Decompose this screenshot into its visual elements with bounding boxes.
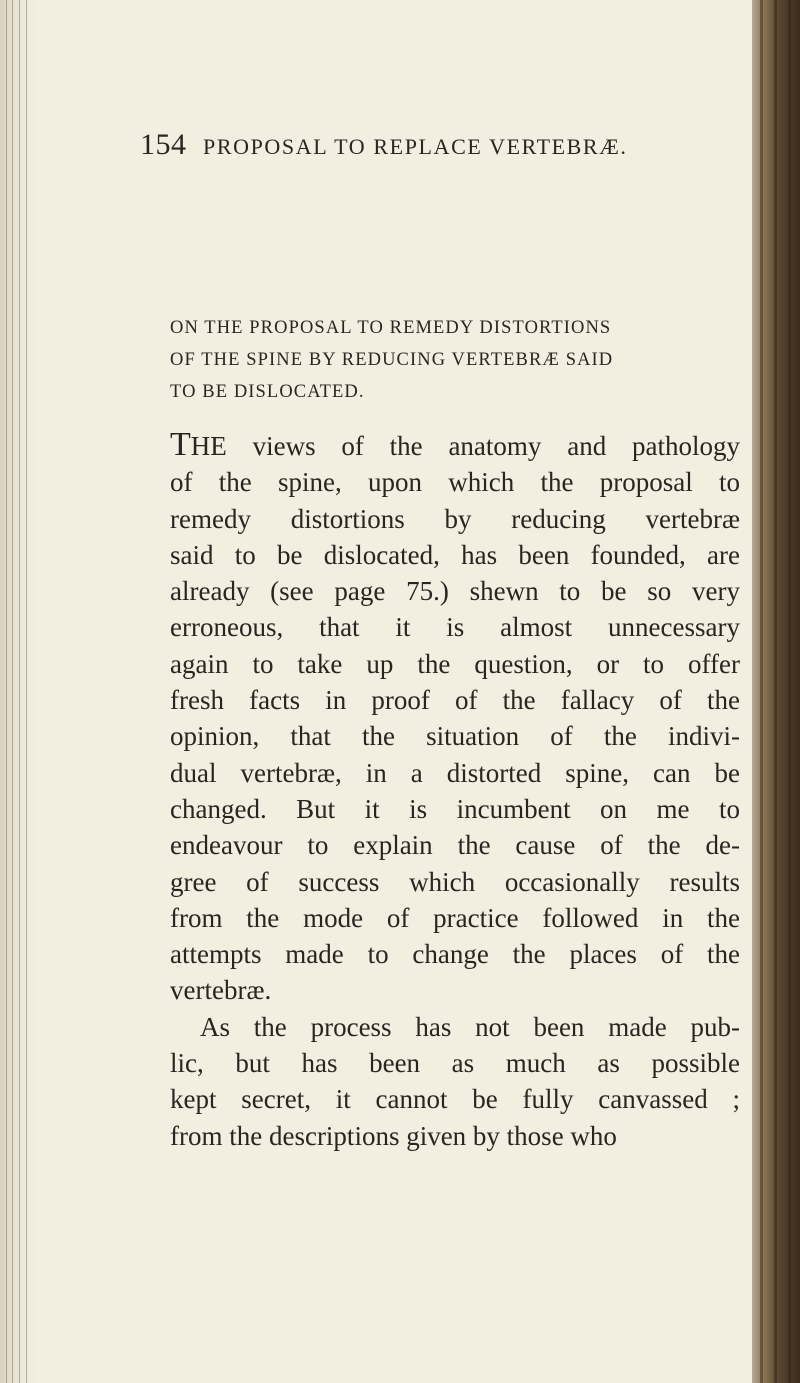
text-line-rest: views of the anatomy and pathology xyxy=(226,431,740,461)
text-line: of the spine, upon which the proposal to xyxy=(170,467,740,498)
small-caps: HE xyxy=(190,431,227,461)
binding-line xyxy=(19,0,20,1383)
edge-stripe xyxy=(774,0,777,1383)
body-text xyxy=(170,427,740,1154)
text-line: said to be dislocated, has been founded, are xyxy=(170,539,740,570)
text-line: endeavour to explain the cause of the de- xyxy=(170,830,740,861)
text-line: remedy distortions by reducing vertebræ xyxy=(170,503,740,534)
section-title-line: TO BE DISLOCATED. xyxy=(170,382,365,402)
page-number: 154 xyxy=(140,128,187,161)
text-line: As the process has not been made pub- xyxy=(200,1011,740,1042)
text-line: changed. But it is incumbent on me to xyxy=(170,793,740,824)
text-line: fresh facts in proof of the fallacy of the xyxy=(170,685,740,716)
running-head xyxy=(140,128,627,162)
section-title xyxy=(170,312,730,408)
text-line: kept secret, it cannot be fully canvassed ; xyxy=(170,1084,740,1115)
section-title-line: OF THE SPINE BY REDUCING VERTEBRÆ SAID xyxy=(170,350,614,370)
text-line: gree of success which occasionally results xyxy=(170,866,740,897)
text-line xyxy=(170,427,740,464)
text-line: already (see page 75.) shewn to be so very xyxy=(170,576,740,607)
drop-cap: T xyxy=(170,426,191,463)
binding-shadow xyxy=(0,0,38,1383)
text-line: vertebræ. xyxy=(170,975,272,1006)
text-line: dual vertebræ, in a distorted spine, can be xyxy=(170,757,740,788)
text-line: again to take up the question, or to offer xyxy=(170,648,740,679)
section-title-line: ON THE PROPOSAL TO REMEDY DISTORTIONS xyxy=(170,318,612,338)
text-line: opinion, that the situation of the indivi- xyxy=(170,721,740,752)
running-head-title: PROPOSAL TO REPLACE VERTEBRÆ. xyxy=(203,134,628,159)
text-line: from the descriptions given by those who xyxy=(170,1120,617,1151)
binding-line xyxy=(6,0,7,1383)
binding-line xyxy=(12,0,13,1383)
text-line: from the mode of practice followed in the xyxy=(170,902,740,933)
binding-line xyxy=(26,0,27,1383)
edge-stripe xyxy=(760,0,763,1383)
edge-stripe xyxy=(788,0,791,1383)
text-line: erroneous, that it is almost unnecessary xyxy=(170,612,740,643)
text-line: attempts made to change the places of the xyxy=(170,939,740,970)
page-edge xyxy=(752,0,800,1383)
text-line: lic, but has been as much as possible xyxy=(170,1048,740,1079)
